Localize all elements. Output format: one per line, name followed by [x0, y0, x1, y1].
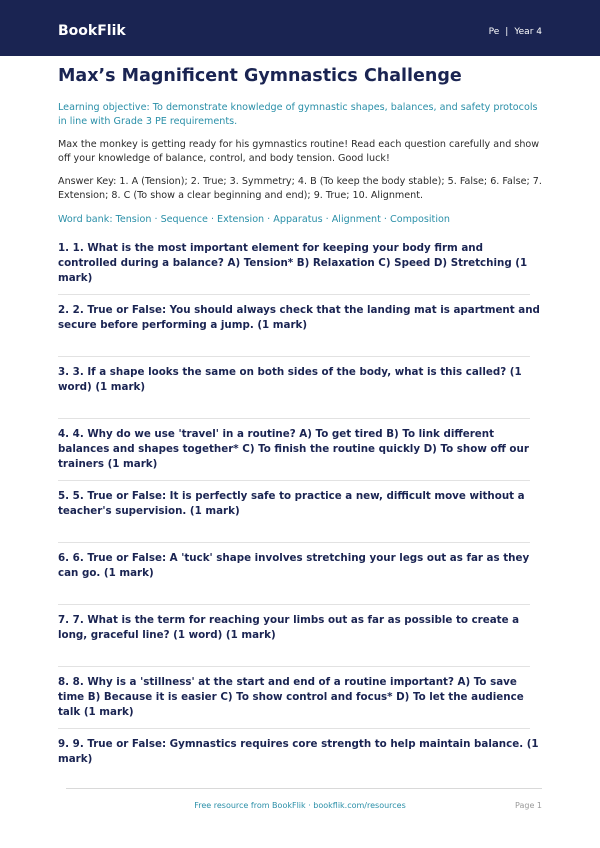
- page-number: Page 1: [515, 801, 542, 810]
- answer-line[interactable]: [58, 666, 530, 667]
- question-item: [58, 303, 542, 365]
- header-bar: [0, 0, 600, 56]
- intro-text: Max the monkey is getting ready for his gymnastics routine! Read each question carefully and show off your knowledge of balance, control, and body tension. Good luck!: [58, 139, 540, 164]
- word-bank: Word bank: Tension · Sequence · Extension · Apparatus · Alignment · Composition: [58, 214, 450, 225]
- question-text: 6. 6. True or False: A 'tuck' shape involves stretching your legs out as far as they can go. (1 mark): [58, 552, 530, 579]
- footer-divider: [66, 788, 542, 789]
- answer-line[interactable]: [58, 542, 530, 543]
- question-text: 9. 9. True or False: Gymnastics requires core strength to help maintain balance. (1 mark): [58, 738, 539, 765]
- subject-label: Pe: [488, 27, 500, 37]
- learning-objective: Learning objective: To demonstrate knowledge of gymnastic shapes, balances, and safety protocols in line with Grade 3 PE requirements.: [58, 102, 538, 127]
- question-item: [58, 675, 542, 737]
- page-title: Max’s Magnificent Gymnastics Challenge: [58, 66, 462, 86]
- answer-key: Answer Key: 1. A (Tension); 2. True; 3. Symmetry; 4. B (To keep the body stable); 5. False; 6. False; 7. Extension; 8. C (To show a clear beginning and end); 9. True; 10. Alignment.: [58, 176, 542, 201]
- answer-line[interactable]: [58, 480, 530, 481]
- brand-logo: BookFlik: [58, 23, 126, 39]
- question-list: [58, 241, 542, 799]
- question-text: 4. 4. Why do we use 'travel' in a routine? A) To get tired B) To link different balances and shapes together* C) To finish the routine quickly D) To show off our trainers (1 mark): [58, 428, 529, 470]
- worksheet-content: [58, 64, 542, 799]
- question-item: [58, 427, 542, 489]
- question-text: 7. 7. What is the term for reaching your limbs out as far as possible to create a long, graceful line? (1 word) (1 mark): [58, 614, 520, 641]
- answer-line[interactable]: [58, 356, 530, 357]
- footer-credit[interactable]: Free resource from BookFlik · bookflik.com/resources: [194, 801, 406, 810]
- question-item: [58, 737, 542, 799]
- answer-line[interactable]: [58, 604, 530, 605]
- answer-line[interactable]: [58, 418, 530, 419]
- question-text: 2. 2. True or False: You should always check that the landing mat is apartment and secure before performing a jump. (1 mark): [58, 304, 540, 331]
- year-label: Year 4: [514, 27, 542, 37]
- header-separator: |: [505, 27, 509, 37]
- answer-line[interactable]: [58, 728, 530, 729]
- question-item: [58, 241, 542, 303]
- question-text: 5. 5. True or False: It is perfectly safe to practice a new, difficult move without a teacher's supervision. (1 mark): [58, 490, 525, 517]
- question-item: [58, 365, 542, 427]
- question-text: 8. 8. Why is a 'stillness' at the start and end of a routine important? A) To save time B) Because it is easier C) To show control and focus* D) To let the audience talk (1 mark): [58, 676, 524, 718]
- question-item: [58, 489, 542, 551]
- question-item: [58, 551, 542, 613]
- question-item: [58, 613, 542, 675]
- answer-line[interactable]: [58, 294, 530, 295]
- header-meta: [489, 26, 542, 38]
- question-text: 3. 3. If a shape looks the same on both sides of the body, what is this called? (1 word) (1 mark): [58, 366, 522, 393]
- question-text: 1. 1. What is the most important element for keeping your body firm and controlled during a balance? A) Tension* B) Relaxation C) Speed D) Stretching (1 mark): [58, 242, 528, 284]
